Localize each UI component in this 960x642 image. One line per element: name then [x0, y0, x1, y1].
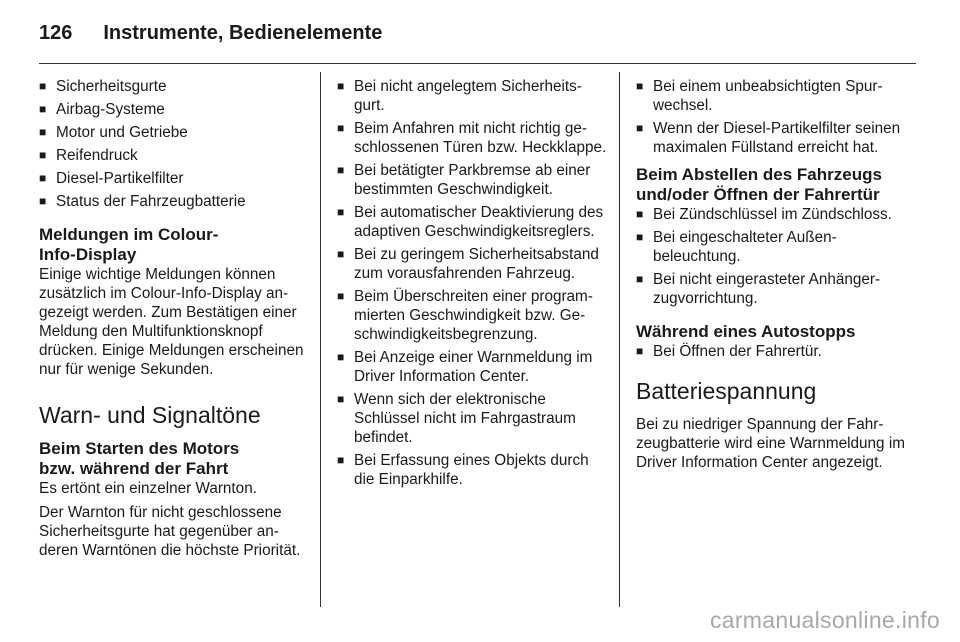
list-item: ■ Motor und Getriebe — [39, 123, 309, 142]
list-item: ■ Bei Zündschlüssel im Zündschloss. — [636, 205, 908, 224]
paragraph: Der Warnton für nicht geschlossene Sicherheitsgurte hat gegenüber anderen Warntönen die höchste Priorität. — [39, 504, 301, 559]
autostop-list — [636, 342, 908, 361]
list-item: ■ Bei betätigter Parkbremse ab einer bestimmten Geschwindigkeit. — [337, 161, 607, 199]
list-item: ■ Airbag-Systeme — [39, 100, 309, 119]
header-rule — [39, 63, 916, 64]
warning-list — [337, 77, 607, 489]
list-item: ■ Bei Öffnen der Fahrertür. — [636, 342, 908, 361]
list-item: ■ Wenn sich der elektronische Schlüssel nicht im Fahrgastraum befindet. — [337, 390, 607, 447]
page-header — [39, 17, 382, 49]
list-item: ■ Reifendruck — [39, 146, 309, 165]
list-item: ■ Bei nicht eingerasteter Anhängerzugvorrichtung. — [636, 270, 908, 308]
list-item: ■ Bei eingeschalteter Außenbeleuchtung. — [636, 228, 908, 266]
list-item: ■ Sicherheitsgurte — [39, 77, 309, 96]
list-item: ■ Wenn der Diesel-Partikelfilter seinen maximalen Füllstand erreicht hat. — [636, 119, 908, 157]
list-item: ■ Bei zu geringem Sicherheitsabstand zum vorausfahrenden Fahrzeug. — [337, 245, 607, 283]
list-item: ■ Bei Anzeige einer Warnmeldung im Driver Information Center. — [337, 348, 607, 386]
column-2 — [337, 77, 607, 493]
column-3 — [636, 77, 908, 477]
column-divider-2 — [619, 72, 620, 607]
column-divider-1 — [320, 72, 321, 607]
watermark: carmanualsonline.info — [709, 607, 940, 633]
parking-list — [636, 205, 908, 308]
heading-batteriespannung: Batteriespannung — [636, 378, 817, 404]
list-item: ■ Bei einem unbeabsichtigten Spurwechsel. — [636, 77, 908, 115]
list-item: ■ Beim Anfahren mit nicht richtig geschlossenen Türen bzw. Heckklappe. — [337, 119, 607, 157]
warning-list-continued — [636, 77, 908, 157]
list-item: ■ Bei automatischer Deaktivierung des adaptiven Geschwindigkeitsreglers. — [337, 203, 607, 241]
paragraph: Bei zu niedriger Spannung der Fahrzeugbatterie wird eine Warnmeldung im Driver Information Center angezeigt. — [636, 416, 905, 471]
heading-colour-info-display: Meldungen im Colour-Info-Display — [39, 225, 219, 264]
list-item: ■ Diesel-Partikelfilter — [39, 169, 309, 188]
list-item: ■ Bei Erfassung eines Objekts durch die Einparkhilfe. — [337, 451, 607, 489]
page-number: 126 — [39, 21, 73, 44]
status-list — [39, 77, 309, 211]
column-1 — [39, 77, 309, 565]
heading-warn-signaltoene: Warn- und Signaltöne — [39, 402, 261, 428]
list-item: ■ Bei nicht angelegtem Sicherheitsgurt. — [337, 77, 607, 115]
paragraph: Es ertönt ein einzelner Warnton. — [39, 480, 257, 497]
section-title: Instrumente, Bedienelemente — [103, 21, 383, 44]
heading-autostopp: Während eines Autostopps — [636, 322, 856, 341]
paragraph: Einige wichtige Meldungen können zusätzlich im Colour-Info-Display angezeigt werden. Zum Bestätigen einer Meldung den Multifunktionsknopf drücken. Einige Meldungen erscheinen nur für wenige Sekunden. — [39, 266, 304, 378]
list-item: ■ Status der Fahrzeugbatterie — [39, 192, 309, 211]
list-item: ■ Beim Überschreiten einer programmierten Geschwindigkeit bzw. Geschwindigkeitsbegrenzung. — [337, 287, 607, 344]
heading-abstellen-fahrzeug: Beim Abstellen des Fahrzeugs und/oder Öffnen der Fahrertür — [636, 165, 882, 204]
heading-starten-motors: Beim Starten des Motors bzw. während der Fahrt — [39, 439, 240, 478]
